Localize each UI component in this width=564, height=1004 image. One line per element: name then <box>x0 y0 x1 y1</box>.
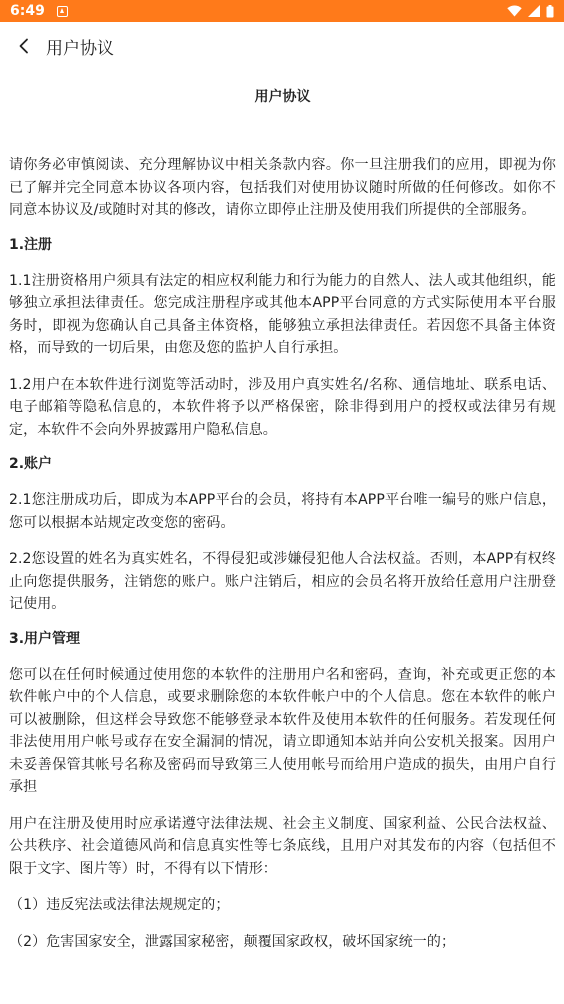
list-item: （1）违反宪法或法律法规规定的； <box>9 897 230 913</box>
paragraph-2-1: 2.1您注册成功后，即成为本APP平台的会员，将持有本APP平台唯一编号的账户信息，您可以根据本站规定改变您的密码。 <box>9 492 556 531</box>
list-item: （2）危害国家安全，泄露国家秘密，颠覆国家政权，破坏国家统一的； <box>9 933 456 950</box>
paragraph-3-2: 用户在注册及使用时应承诺遵守法律法规、社会主义制度、国家利益、公民合法权益、公共秩序、社会道德风尚和信息真实性等七条底线，且用户对其发布的内容（包括但不限于文字、图片等）时，不得有以下情形： <box>9 815 556 877</box>
status-time: 6:49 <box>10 3 45 19</box>
app-bar <box>0 22 564 70</box>
section-heading-account: 2.账户 <box>9 456 53 472</box>
chevron-left-icon[interactable] <box>10 32 38 60</box>
paragraph-3-1: 您可以在任何时候通过使用您的本软件的注册用户名和密码，查询，补充或更正您的本软件帐户中的个人信息，或要求删除您的本软件帐户中的个人信息。您在本软件的帐户可以被删除，但这样会导致您不能够登录本软件及使用本软件的任何服务。若发现任何非法使用用户帐号或存在安全漏洞的情况，请立即通知本站并向公安机关报案。因用户未妥善保管其帐号名称及密码而导致第三人使用帐号而给用户造成的损失，由用户自行承担 <box>9 666 556 795</box>
intro-paragraph: 请你务必审慎阅读、充分理解协议中相关条款内容。你一旦注册我们的应用，即视为你已了解并完全同意本协议各项内容，包括我们对使用协议随时所做的任何修改。如你不同意本协议及/或随时对其的修改，请你立即停止注册及使用我们所提供的全部服务。 <box>9 157 556 218</box>
status-bar <box>0 0 564 22</box>
document-title: 用户协议 <box>254 89 311 105</box>
signal-icon <box>528 5 540 17</box>
section-heading-user-management: 3.用户管理 <box>9 630 81 647</box>
paragraph-1-1: 1.1注册资格用户须具有法定的相应权利能力和行为能力的自然人、法人或其他组织，能够独立承担法律责任。您完成注册程序或其他本APP平台同意的方式实际使用本平台服务时，即视为您确认自己具备主体资格，能够独立承担法律责任。若因您不具备主体资格，而导致的一切后果，由您及您的监护人自行承担。 <box>9 272 556 356</box>
agreement-content <box>0 70 564 953</box>
section-heading-register: 1.注册 <box>9 236 53 253</box>
status-icons <box>507 5 554 18</box>
page-title: 用户协议 <box>46 39 114 59</box>
paragraph-1-2: 1.2用户在本软件进行浏览等活动时，涉及用户真实姓名/名称、通信地址、联系电话、电子邮箱等隐私信息的，本软件将予以严格保密，除非得到用户的授权或法律另有规定，本软件不会向外界披露用户隐私信息。 <box>9 376 556 438</box>
paragraph-2-2: 2.2您设置的姓名为真实姓名，不得侵犯或涉嫌侵犯他人合法权益。否则，本APP有权终止向您提供服务，注销您的账户。账户注销后，相应的会员名将开放给任意用户注册登记使用。 <box>9 551 556 612</box>
notification-icon <box>57 6 68 17</box>
wifi-icon <box>507 5 522 17</box>
battery-icon <box>546 5 554 18</box>
